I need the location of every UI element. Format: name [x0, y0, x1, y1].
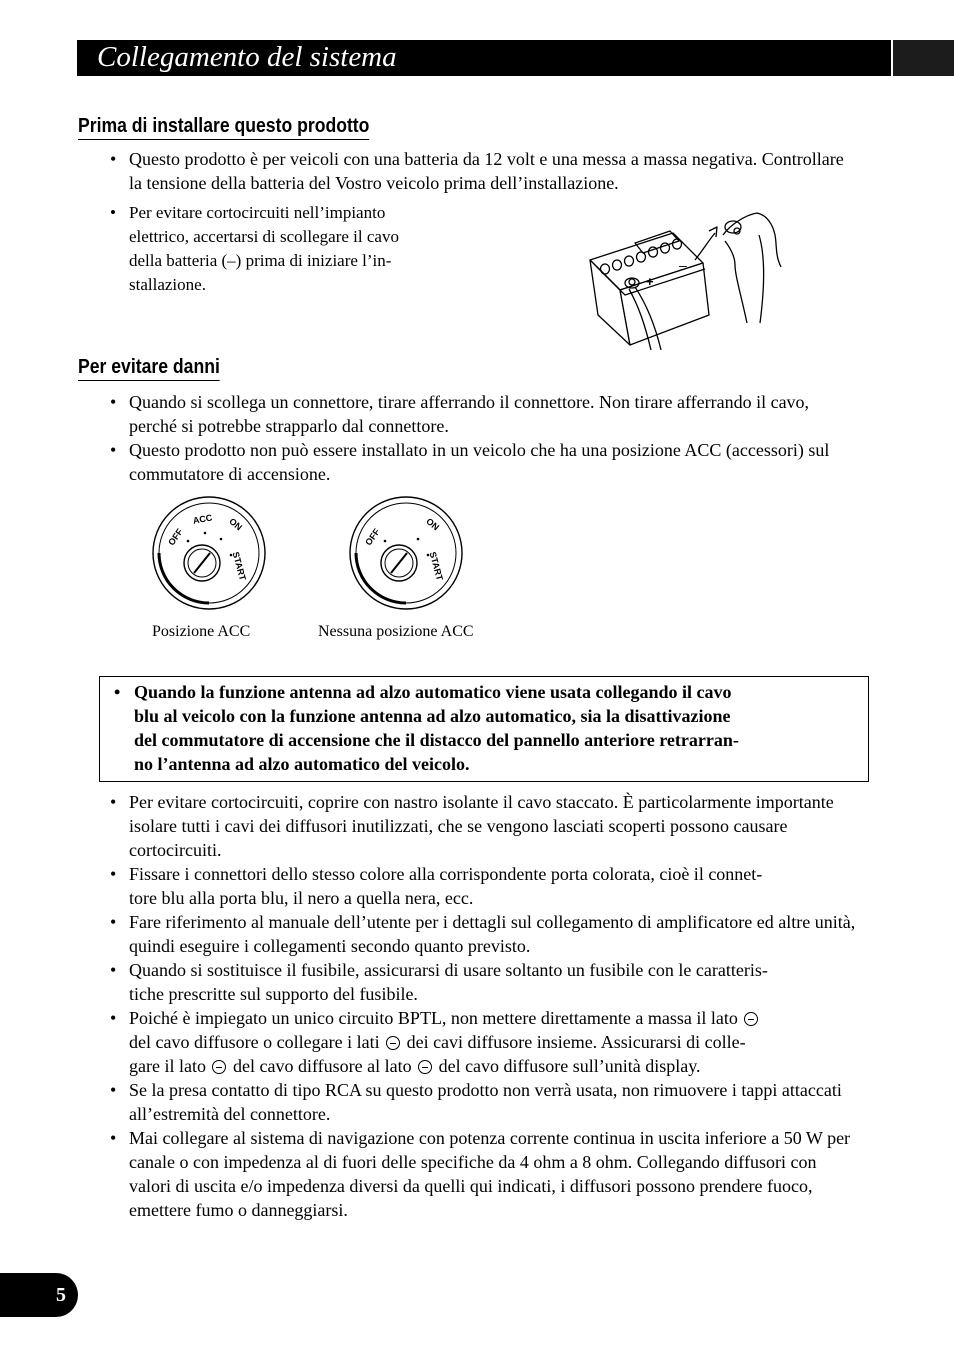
battery-illustration — [585, 205, 795, 355]
bullet-power: • Mai collegare al sistema di navigazione con potenza corrente continua in uscita inferiore a 50 W per canale o con impedenza al di fuori delle specifiche da 4 ohm a 8 ohm. Collegando diffusori con valori di uscita e/o impedenza diversi da quelli qui indicati, i diffusori possono prendere fuoco, emettere fumo o danneggiarsi. — [0, 1126, 862, 1222]
bptl-part: gare il lato — [129, 1056, 206, 1076]
label-acc: ACC — [192, 512, 214, 526]
bullet-line: Quando si sostituisce il fusibile, assicurarsi di usare soltanto un fusibile con le caratteris- — [129, 960, 768, 980]
minus-circle-icon — [212, 1060, 226, 1074]
warning-line: del commutatore di accensione che il distacco del pannello anteriore retrarran- — [134, 730, 739, 750]
bullet-disconnect-battery — [0, 201, 470, 297]
caption-acc: Posizione ACC — [152, 623, 251, 640]
bptl-part: del cavo diffusore sull’unità display. — [438, 1056, 701, 1076]
warning-line: no l’antenna ad alzo automatico del veicolo. — [134, 754, 470, 774]
warning-line: Quando la funzione antenna ad alzo automatico viene usata collegando il cavo — [134, 682, 732, 702]
section2-list — [0, 390, 860, 486]
battery-minus-label: – — [679, 257, 687, 273]
bullet-line: tore blu alla porta blu, il nero a quella nera, ecc. — [129, 888, 474, 908]
section1-list-2 — [0, 201, 470, 297]
page-number-tab — [0, 1273, 78, 1317]
header-tab — [893, 40, 954, 76]
bptl-part: del cavo diffusore al lato — [232, 1056, 412, 1076]
bullet-line: stallazione. — [129, 275, 206, 294]
bullet-line: elettrico, accertarsi di scollegare il cavo — [129, 227, 399, 246]
warning-bullet: • — [114, 682, 121, 702]
label-on: ON — [424, 516, 441, 533]
warning-line: blu al veicolo con la funzione antenna ad alzo automatico, sia la disattivazione — [134, 706, 731, 726]
bullet-fuse — [0, 958, 862, 1006]
bptl-part: Poiché è impiegato un unico circuito BPTL, non mettere direttamente a massa il lato — [129, 1008, 738, 1028]
bptl-part: dei cavi diffusore insieme. Assicurarsi di colle- — [406, 1032, 746, 1052]
bullet-tape: • Per evitare cortocircuiti, coprire con nastro isolante il cavo staccato. È particolarmente importante isolare tutti i cavi dei diffusori inutilizzati, che se vengono lasciati scoperti possono causare cortocircuiti. — [0, 790, 862, 862]
bullet-acc: • Questo prodotto non può essere installato in un veicolo che ha una posizione ACC (accessori) sul commutatore di accensione. — [0, 438, 860, 486]
label-start: START — [230, 550, 248, 582]
bullet-rca: • Se la presa contatto di tipo RCA su questo prodotto non verrà usata, non rimuovere i tappi attaccati all’estremità del connettore. — [0, 1078, 862, 1126]
bullet-battery-12v: • Questo prodotto è per veicoli con una batteria da 12 volt e una messa a massa negativa. Controllare la tensione della batteria del Vostro veicolo prima dell’installazione. — [0, 147, 860, 195]
ignition-switch-acc — [151, 495, 267, 611]
warning-text — [134, 680, 834, 776]
bullet-line: tiche prescritte sul supporto del fusibile. — [129, 984, 418, 1004]
bullet-line: della batteria (–) prima di iniziare l’in- — [129, 251, 392, 270]
ignition-switch-no-acc — [348, 495, 464, 611]
bullet-manual: • Fare riferimento al manuale dell’utente per i dettagli sul collegamento di amplificatore ed altre unità, quindi eseguire i collegamenti secondo quanto previsto. — [0, 910, 862, 958]
label-off: OFF — [166, 526, 185, 548]
page-title: Collegamento del sistema — [97, 41, 397, 73]
header-bar — [77, 40, 891, 76]
label-on: ON — [227, 516, 244, 533]
label-off: OFF — [363, 526, 382, 548]
bullet-bptl — [0, 1006, 862, 1078]
more-bullets-list — [0, 790, 862, 1222]
minus-circle-icon — [418, 1060, 432, 1074]
caption-no-acc: Nessuna posizione ACC — [318, 623, 474, 640]
bullet-colors — [0, 862, 862, 910]
minus-circle-icon — [386, 1036, 400, 1050]
label-start: START — [427, 550, 445, 582]
section-heading-prima: Prima di installare questo prodotto — [78, 114, 369, 140]
bptl-part: del cavo diffusore o collegare i lati — [129, 1032, 380, 1052]
battery-plus-label: + — [646, 274, 654, 289]
page-number: 5 — [56, 1284, 66, 1306]
bullet-connector: • Quando si scollega un connettore, tirare afferrando il connettore. Non tirare afferrando il cavo, perché si potrebbe strapparlo dal connettore. — [0, 390, 860, 438]
minus-circle-icon — [744, 1012, 758, 1026]
section1-list — [0, 147, 860, 195]
section-heading-danni: Per evitare danni — [78, 355, 220, 381]
bullet-line: Fissare i connettori dello stesso colore alla corrispondente porta colorata, cioè il connet- — [129, 864, 763, 884]
bullet-line: Per evitare cortocircuiti nell’impianto — [129, 203, 386, 222]
warning-box — [99, 676, 869, 782]
